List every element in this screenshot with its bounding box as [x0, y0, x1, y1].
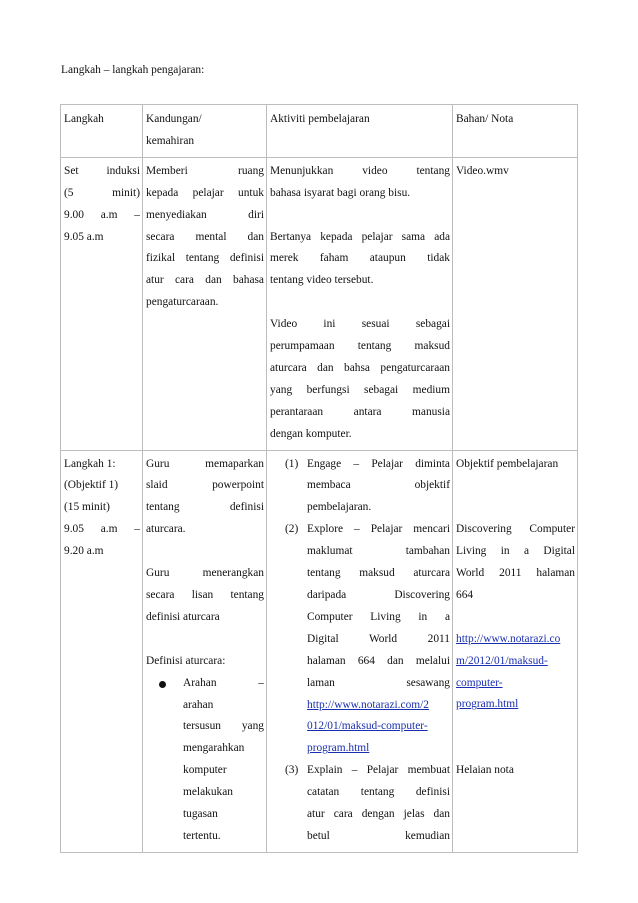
table-row-langkah-1 — [61, 450, 578, 852]
row1-bahan-cell: Video.wmv — [453, 157, 578, 450]
list-item: (1) Engage – Pelajar diminta membaca objektif pembelajaran. — [285, 457, 450, 514]
row2-langkah-cell: Langkah 1: (Objektif 1) (15 minit) 9.05 a.m – 9.20 a.m — [61, 450, 143, 852]
header-bahan: Bahan/ Nota — [453, 105, 578, 158]
header-kandungan: Kandungan/ kemahiran — [143, 105, 267, 158]
list-item: (3) Explain – Pelajar membuat catatan tentang definisi atur cara dengan jelas dan betul kemudian — [285, 764, 450, 842]
table-header-row — [61, 105, 578, 158]
row1-kandungan-cell: Memberi ruang kepada pelajar untuk menyediakan diri secara mental dan fizikal tentang definisi atur cara dan bahasa pengaturcaraan. — [143, 157, 267, 450]
row2-aktiviti-cell — [267, 450, 453, 852]
section-heading: Langkah – langkah pengajaran: — [61, 64, 205, 76]
table-row-set-induksi — [61, 157, 578, 450]
row1-aktiviti-cell: Menunjukkan video tentang bahasa isyarat bagi orang bisu. Bertanya kepada pelajar sama ada merek faham ataupun tidak tentang video tersebut. Video ini sesuai sebagai perumpamaan tentang maksud aturcara dan bahsa pengaturcaraan yang berfungsi sebagai medium perantaraan antara manusia dengan komputer. — [267, 157, 453, 450]
bullet-icon — [159, 681, 166, 688]
header-langkah: Langkah — [61, 105, 143, 158]
notarazi-link[interactable]: http://www.notarazi.co m/2012/01/maksud- computer- program.html — [456, 632, 561, 711]
list-item: Arahan – arahan tersusun yang mengarahkan komputer melakukan tugasan tertentu. — [146, 673, 264, 848]
header-aktiviti: Aktiviti pembelajaran — [267, 105, 453, 158]
activity-list — [270, 454, 450, 848]
maksud-computer-program-link[interactable]: http://www.notarazi.com/2 012/01/maksud-computer- program.html — [307, 698, 429, 755]
row2-kandungan-cell: Guru memaparkan slaid powerpoint tentang definisi aturcara. Guru menerangkan secara lisan tentang definisi aturcara Definisi aturcara: Arahan – arahan tersusun yang mengarahkan komputer melakukan tugasan tertentu. — [143, 450, 267, 852]
row1-langkah-cell: Set induksi (5 minit) 9.00 a.m – 9.05 a.m — [61, 157, 143, 450]
list-item: (2) Explore – Pelajar mencari maklumat tambahan tentang maksud aturcara daripada Discovering Computer Living in a Digital World 2011 halaman 664 dan melalui laman sesawang http://www.notarazi.com/2 012/01/maksud-computer- program.html — [270, 519, 450, 760]
definition-bullet-list — [146, 673, 264, 848]
row2-bahan-cell: Objektif pembelajaran Discovering Computer Living in a Digital World 2011 halaman 664 http://www.notarazi.co m/2012/01/maksud- computer- program.html Helaian nota — [453, 450, 578, 852]
lesson-steps-table — [60, 104, 578, 853]
